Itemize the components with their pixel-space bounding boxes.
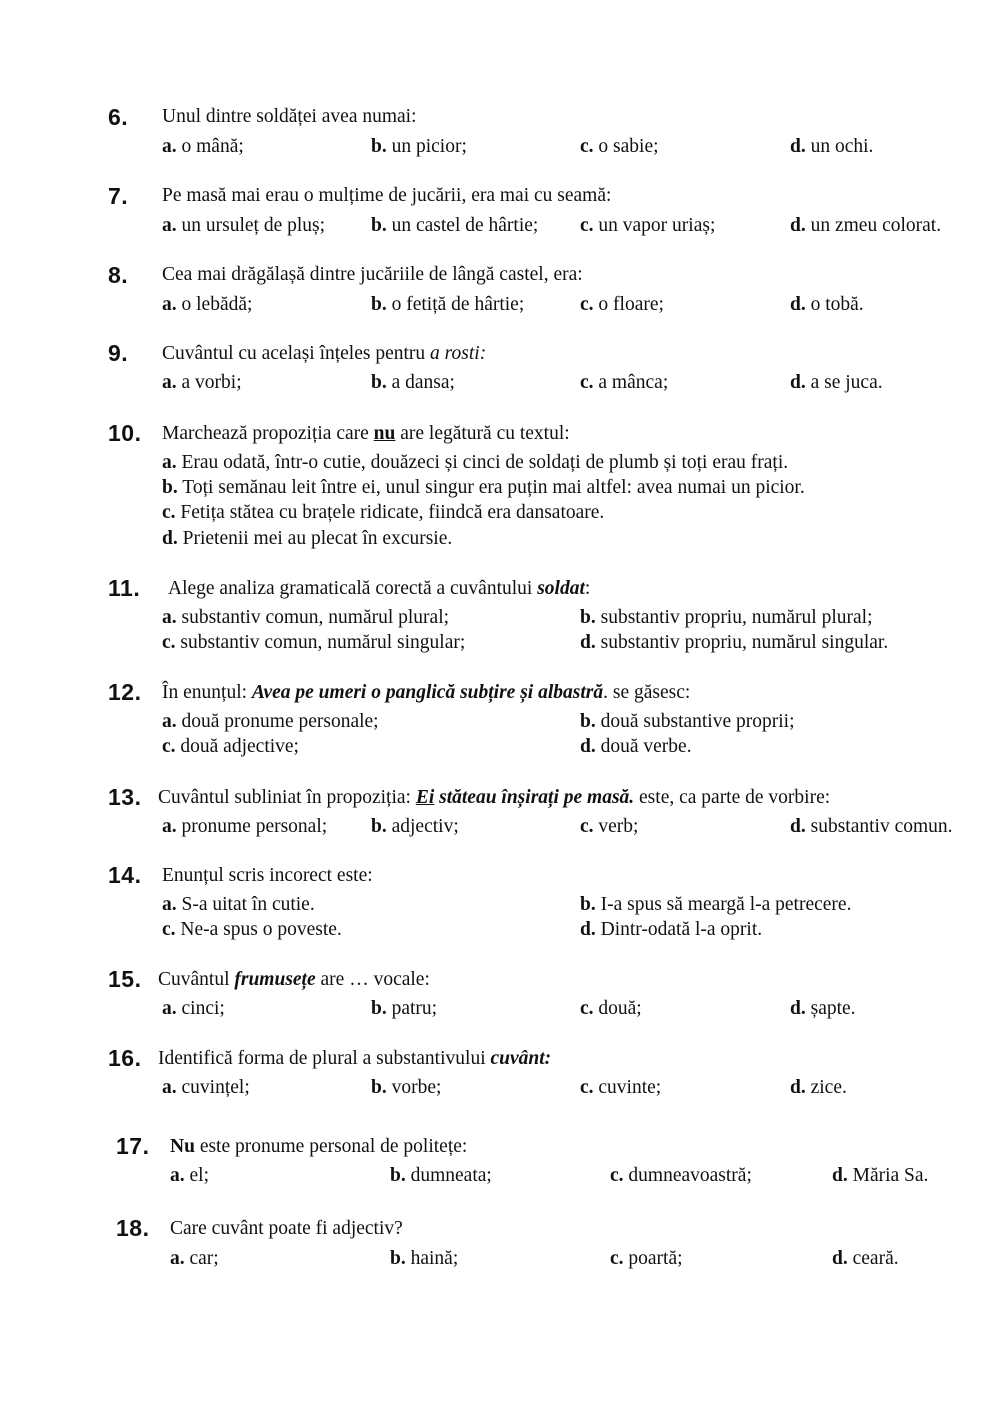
- question-number: 12.: [108, 679, 142, 705]
- option-d[interactable]: d. ceară.: [832, 1248, 899, 1269]
- option-b[interactable]: b. o fetiță de hârtie;: [371, 294, 525, 315]
- question-number: 11.: [108, 575, 141, 601]
- option-b[interactable]: b. un picior;: [371, 136, 467, 157]
- option-b[interactable]: b. haină;: [390, 1248, 459, 1269]
- option-b[interactable]: b. două substantive proprii;: [580, 711, 795, 732]
- option-c[interactable]: c. o sabie;: [580, 136, 659, 157]
- question-text: Enunțul scris incorect este:: [162, 865, 373, 886]
- question-text: În enunțul: Avea pe umeri o panglică subțire și albastră. se găsesc:: [162, 682, 691, 703]
- option-b[interactable]: b. dumneata;: [390, 1165, 492, 1186]
- option-b[interactable]: b. a dansa;: [371, 372, 455, 393]
- option-c[interactable]: c. două;: [580, 998, 642, 1019]
- option-c[interactable]: c. dumneavoastră;: [610, 1165, 752, 1186]
- option-b[interactable]: b. I-a spus să meargă l-a petrecere.: [580, 894, 852, 915]
- option-a[interactable]: a. S-a uitat în cutie.: [162, 894, 315, 915]
- option-a[interactable]: a. cinci;: [162, 998, 225, 1019]
- option-a[interactable]: a. Erau odată, într-o cutie, douăzeci și cinci de soldați de plumb și toți erau frați.: [162, 452, 789, 473]
- option-c[interactable]: c. a mânca;: [580, 372, 669, 393]
- question-text: Cuvântul cu același înțeles pentru a rosti:: [162, 343, 487, 364]
- option-c[interactable]: c. Ne-a spus o poveste.: [162, 919, 342, 940]
- question-number: 18.: [116, 1215, 150, 1241]
- question-number: 8.: [108, 262, 129, 288]
- question-number: 9.: [108, 340, 129, 366]
- question-text: Pe masă mai erau o mulțime de jucării, era mai cu seamă:: [162, 185, 612, 206]
- option-c[interactable]: c. două adjective;: [162, 736, 299, 757]
- question-text: Cuvântul frumusețe are … vocale:: [158, 969, 430, 990]
- option-a[interactable]: a. car;: [170, 1248, 219, 1269]
- option-a[interactable]: a. o lebădă;: [162, 294, 253, 315]
- option-d[interactable]: d. a se juca.: [790, 372, 883, 393]
- option-d[interactable]: d. Prietenii mei au plecat în excursie.: [162, 528, 453, 549]
- option-d[interactable]: d. Măria Sa.: [832, 1165, 929, 1186]
- option-d[interactable]: d. șapte.: [790, 998, 856, 1019]
- option-c[interactable]: c. un vapor uriaș;: [580, 215, 716, 236]
- option-a[interactable]: a. pronume personal;: [162, 816, 328, 837]
- option-b[interactable]: b. adjectiv;: [371, 816, 459, 837]
- option-a[interactable]: a. a vorbi;: [162, 372, 242, 393]
- option-b[interactable]: b. substantiv propriu, numărul plural;: [580, 607, 873, 628]
- question-number: 10.: [108, 420, 142, 446]
- question-text: Nu este pronume personal de politețe:: [170, 1136, 468, 1157]
- option-d[interactable]: d. un zmeu colorat.: [790, 215, 942, 236]
- option-a[interactable]: a. un ursuleț de pluș;: [162, 215, 326, 236]
- question-text: Alege analiza gramaticală corectă a cuvântului soldat:: [168, 578, 591, 599]
- option-c[interactable]: c. verb;: [580, 816, 639, 837]
- question-text: Cea mai drăgălașă dintre jucăriile de lângă castel, era:: [162, 264, 583, 285]
- option-d[interactable]: d. zice.: [790, 1077, 847, 1098]
- option-d[interactable]: d. substantiv comun.: [790, 816, 953, 837]
- option-c[interactable]: c. substantiv comun, numărul singular;: [162, 632, 466, 653]
- question-text: Identifică forma de plural a substantivului cuvânt:: [158, 1048, 552, 1069]
- option-c[interactable]: c. Fetița stătea cu brațele ridicate, fiindcă era dansatoare.: [162, 502, 605, 523]
- option-b[interactable]: b. vorbe;: [371, 1077, 442, 1098]
- question-text: Unul dintre soldăței avea numai:: [162, 106, 417, 127]
- question-number: 17.: [116, 1133, 150, 1159]
- option-b[interactable]: b. Toți semănau leit între ei, unul singur era puțin mai altfel: avea numai un picior.: [162, 477, 805, 498]
- question-number: 16.: [108, 1045, 142, 1071]
- option-d[interactable]: d. substantiv propriu, numărul singular.: [580, 632, 889, 653]
- option-d[interactable]: d. un ochi.: [790, 136, 874, 157]
- question-text: Marchează propoziția care nu are legătură cu textul:: [162, 423, 570, 444]
- question-number: 15.: [108, 966, 142, 992]
- option-c[interactable]: c. o floare;: [580, 294, 664, 315]
- question-text: Care cuvânt poate fi adjectiv?: [170, 1218, 403, 1239]
- question-text: Cuvântul subliniat în propoziția: Ei stăteau înșirați pe masă. este, ca parte de vorbire:: [158, 787, 831, 808]
- option-a[interactable]: a. o mână;: [162, 136, 244, 157]
- option-c[interactable]: c. cuvinte;: [580, 1077, 662, 1098]
- option-a[interactable]: a. două pronume personale;: [162, 711, 379, 732]
- option-a[interactable]: a. substantiv comun, numărul plural;: [162, 607, 450, 628]
- option-a[interactable]: a. el;: [170, 1165, 209, 1186]
- option-b[interactable]: b. patru;: [371, 998, 438, 1019]
- question-number: 13.: [108, 784, 142, 810]
- question-number: 6.: [108, 104, 129, 130]
- option-d[interactable]: d. două verbe.: [580, 736, 692, 757]
- option-a[interactable]: a. cuvințel;: [162, 1077, 250, 1098]
- option-c[interactable]: c. poartă;: [610, 1248, 683, 1269]
- option-d[interactable]: d. o tobă.: [790, 294, 864, 315]
- question-number: 14.: [108, 862, 142, 888]
- question-number: 7.: [108, 183, 129, 209]
- option-d[interactable]: d. Dintr-odată l-a oprit.: [580, 919, 763, 940]
- option-b[interactable]: b. un castel de hârtie;: [371, 215, 539, 236]
